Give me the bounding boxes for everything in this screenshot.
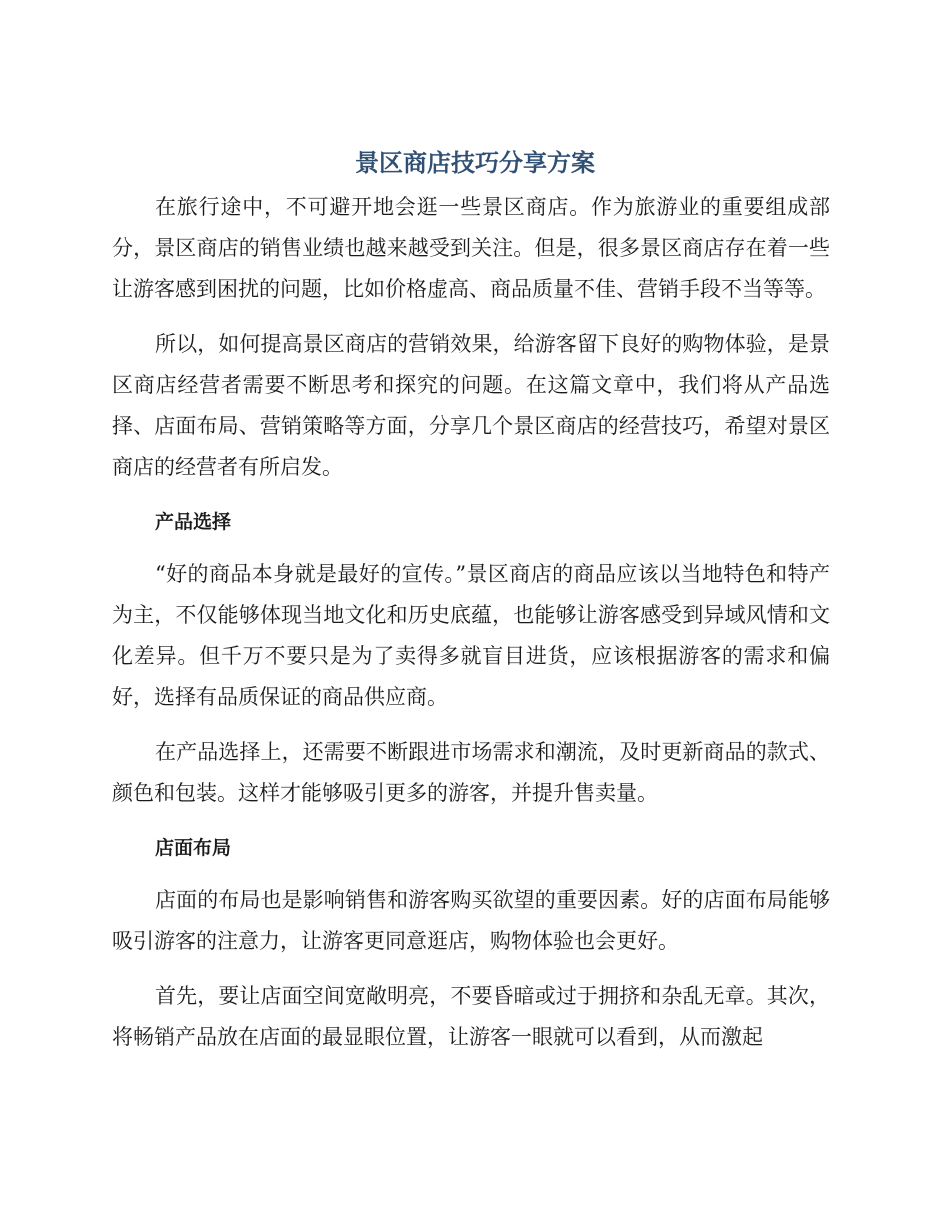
- paragraph-layout-importance: 店面的布局也是影响销售和游客购买欲望的重要因素。好的店面布局能够吸引游客的注意力，让游客更同意逛店，购物体验也会更好。: [112, 888, 830, 953]
- section-heading-store-layout: 店面布局: [155, 837, 232, 859]
- paragraph-intro: 在旅行途中，不可避开地会逛一些景区商店。作为旅游业的重要组成部分，景区商店的销售业绩也越来越受到关注。但是，很多景区商店存在着一些让游客感到困扰的问题，比如价格虚高、商品质量不佳、营销手段不当等等。: [112, 195, 830, 301]
- paragraph-product-quality: “好的商品本身就是最好的宣传。”景区商店的商品应该以当地特色和特产为主，不仅能够体现当地文化和历史底蕴，也能够让游客感受到异域风情和文化差异。但千万不要只是为了卖得多就盲目进货，应该根据游客的需求和偏好，选择有品质保证的商品供应商。: [112, 562, 830, 709]
- document-body: [112, 187, 830, 1072]
- paragraph-purpose: 所以，如何提高景区商店的营销效果，给游客留下良好的购物体验，是景区商店经营者需要不断思考和探究的问题。在这篇文章中，我们将从产品选择、店面布局、营销策略等方面，分享几个景区商店的经营技巧，希望对景区商店的经营者有所启发。: [112, 332, 830, 479]
- paragraph-layout-tips: 首先，要让店面空间宽敞明亮，不要昏暗或过于拥挤和杂乱无章。其次，将畅销产品放在店面的最显眼位置，让游客一眼就可以看到，从而激起: [112, 984, 830, 1049]
- section-heading-product-selection: 产品选择: [155, 511, 232, 533]
- document-title: 景区商店技巧分享方案: [355, 149, 595, 177]
- paragraph-product-trends: 在产品选择上，还需要不断跟进市场需求和潮流，及时更新商品的款式、颜色和包装。这样才能够吸引更多的游客，并提升售卖量。: [112, 740, 830, 805]
